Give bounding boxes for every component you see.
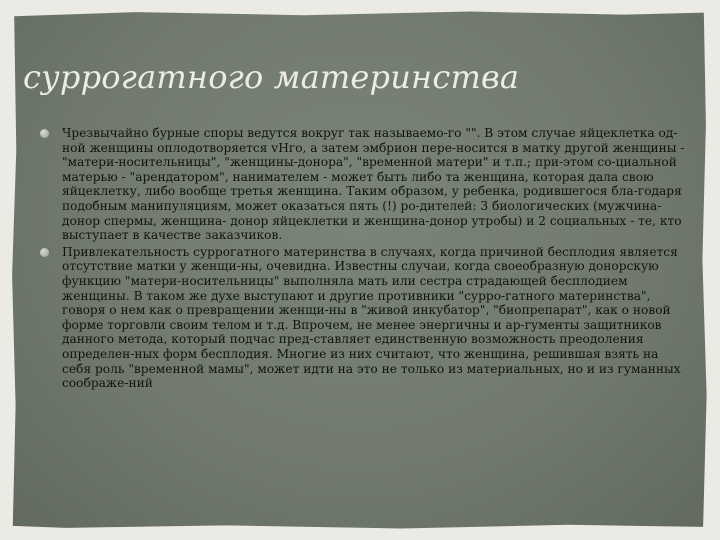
- slide-title: суррогатного материнства: [23, 58, 520, 96]
- bullet-list: [36, 126, 688, 393]
- bullet-marker-icon: [40, 129, 49, 138]
- bullet-item: [36, 126, 688, 243]
- bullet-text: Чрезвычайно бурные споры ведутся вокруг так называемо-го "". В этом случае яйцеклетка од-ной женщины оплодотворяется vНго, а затем эмбрион пере-носится в матку другой женщины - "матери-носительницы", "женщины-донора", "временной матери" и т.п.; при-этом со-циальной матерью - "арендатором", нанимателем - может быть либо та женщина, которая дала свою яйцеклетку, либо вообще третья женщина. Таким образом, у ребенка, родившегося бла-годаря подобным манипуляциям, может оказаться пять (!) ро-дителей: 3 биологических (мужчина-донор спермы, женщина- донор яйцеклетки и женщина-донор утробы) и 2 социальных - те, кто выступает в качестве заказчиков.: [62, 126, 685, 243]
- bullet-text: Привлекательность суррогатного материнства в случаях, когда причиной бесплодия является отсутствие матки у женщи-ны, очевидна. Известны случаи, когда своеобразную донорскую функцию "матери-носительницы" выполняла мать или сестра страдающей бесплодием женщины. В таком же духе выступают и другие противники "сурро-гатного материнства", говоря о нем как о превращении женщи-ны в "живой инкубатор", "биопрепарат", как о новой форме торговли своим телом и т.д. Впрочем, не менее энергичны и ар-гументы защитников данного метода, который подчас пред-ставляет единственную возможность преодоления определен-ных форм бесплодия. Многие из них считают, что женщина, решившая взять на себя роль "временной мамы", может идти на это не только из материальных, но и из гуманных соображе-ний: [62, 244, 681, 391]
- bullet-marker-icon: [40, 248, 49, 257]
- bullet-item: [36, 245, 688, 391]
